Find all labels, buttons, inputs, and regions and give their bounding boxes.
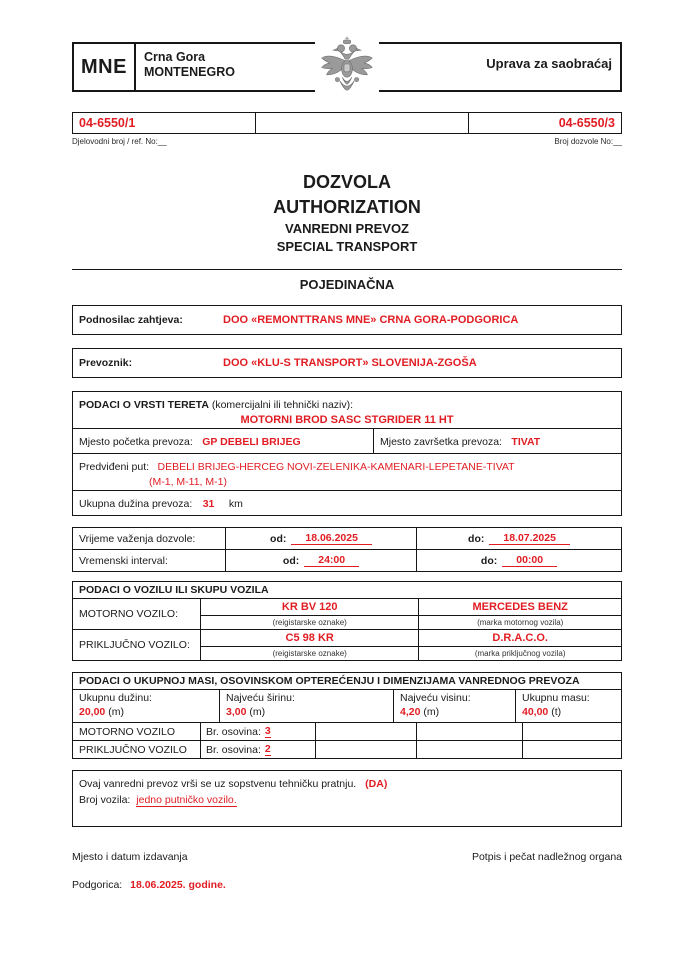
country-name-native: Crna Gora	[144, 50, 206, 64]
empty-cell	[316, 723, 417, 740]
total-mass-unit: (t)	[551, 706, 562, 718]
reference-number-row	[72, 112, 622, 134]
from-label: od:	[270, 532, 287, 545]
permit-number-label: Broj dozvole No:__	[554, 137, 622, 146]
title-block	[72, 170, 622, 256]
planned-route-value: DEBELI BRIJEG-HERCEG NOVI-ZELENIKA-KAMENARI-LEPETANE-TIVAT	[157, 461, 515, 473]
route-end-cell	[374, 429, 621, 453]
validity-to-date: 18.07.2025	[489, 532, 570, 545]
issue-place: Podgorica:	[72, 879, 123, 891]
motor-vehicle-brand: MERCEDES BENZ	[419, 599, 621, 616]
registration-caption: (reigistarske oznake)	[272, 618, 347, 627]
document-header	[72, 42, 622, 92]
interval-to-time: 00:00	[502, 554, 557, 567]
mass-dimensions-section	[72, 672, 622, 759]
route-end-value: TIVAT	[511, 436, 541, 448]
validity-from-cell	[226, 528, 417, 549]
interval-from-cell	[226, 550, 417, 571]
axle-count-label: Br. osovina:	[206, 743, 261, 756]
cargo-title-row	[73, 392, 621, 429]
total-length-value: 20,00	[79, 706, 106, 718]
route-end-label: Mjesto završetka prevoza:	[380, 436, 502, 448]
cargo-section-title-note: (komercijalni ili tehnički naziv):	[208, 399, 354, 411]
max-width-label: Najveću širinu:	[226, 692, 295, 704]
trailer-vehicle-brand: D.R.A.C.O.	[419, 630, 621, 647]
time-interval-label: Vremenski interval:	[73, 550, 226, 571]
authority-name: Uprava za saobraćaj	[486, 56, 612, 71]
motor-vehicle-cells	[201, 599, 621, 629]
title-dozvola: DOZVOLA	[303, 172, 391, 192]
country-name-english: MONTENEGRO	[144, 65, 235, 79]
title-authorization: AUTHORIZATION	[273, 197, 421, 217]
planned-route-label: Predviđeni put:	[79, 461, 150, 473]
mass-section-title: PODACI O UKUPNOJ MASI, OSOVINSKOM OPTEREĆENJU I DIMENZIJAMA VANREDNOG PREVOZA	[73, 673, 621, 690]
escort-answer: (DA)	[365, 778, 388, 790]
coat-of-arms-icon	[315, 34, 379, 100]
trailer-vehicle-make	[419, 630, 621, 660]
max-width-unit: (m)	[249, 706, 266, 718]
transport-length-label: Ukupna dužina prevoza:	[79, 498, 193, 510]
dimensions-row	[73, 690, 621, 723]
motor-vehicle-make	[419, 599, 621, 629]
planned-route-row	[73, 454, 621, 491]
to-label: do:	[468, 532, 485, 545]
vehicle-section-title: PODACI O VOZILU ILI SKUPU VOZILA	[73, 582, 621, 599]
interval-from-time: 24:00	[304, 554, 359, 567]
time-interval-row	[73, 549, 621, 571]
vehicle-section	[72, 581, 622, 661]
reference-labels	[72, 137, 622, 146]
cargo-route-endpoints-row	[73, 429, 621, 454]
total-mass-value: 40,00	[522, 706, 549, 718]
validity-period-row	[73, 528, 621, 549]
escort-vehicles-value: jedno putničko vozilo.	[136, 794, 237, 806]
permit-type: POJEDINAČNA	[299, 277, 395, 292]
max-width-cell	[219, 690, 393, 722]
trailer-vehicle-axle-count: 2	[264, 743, 271, 755]
ref-number-label: Djelovodni broj / ref. No:__	[72, 137, 167, 146]
cargo-section	[72, 391, 622, 516]
empty-cell	[523, 723, 621, 740]
transport-length-row	[73, 491, 621, 515]
motor-vehicle-axles-cell	[201, 723, 316, 740]
make-caption: (marka priključnog vozila)	[474, 649, 566, 658]
escort-statement: Ovaj vanredni prevoz vrši se uz sopstvenu tehničku pratnju.	[79, 778, 357, 790]
trailer-vehicle-registration	[201, 630, 419, 660]
motor-vehicle-axles-row	[73, 723, 621, 740]
planned-route-roads: (M-1, M-11, M-1)	[149, 476, 227, 488]
issue-place-date-label: Mjesto i datum izdavanja	[72, 851, 188, 863]
signature-stamp-label: Potpis i pečat nadležnog organa	[471, 851, 622, 863]
applicant-value: DOO «REMONTTRANS MNE» CRNA GORA-PODGORICA	[223, 314, 519, 326]
permit-number: 04-6550/3	[558, 116, 615, 130]
axle-count-label: Br. osovina:	[206, 725, 261, 738]
empty-cell	[417, 741, 523, 758]
route-start-label: Mjesto početka prevoza:	[79, 436, 193, 448]
empty-cell	[256, 113, 469, 133]
escort-vehicles-label: Broj vozila:	[79, 794, 131, 806]
trailer-vehicle-axles-cell	[201, 741, 316, 758]
motor-vehicle-label: MOTORNO VOZILO:	[73, 599, 201, 629]
trailer-vehicle-plate: C5 98 KR	[201, 630, 418, 647]
title-vanredni-prevoz: VANREDNI PREVOZ	[285, 221, 409, 236]
route-start-cell	[73, 429, 374, 453]
max-height-label: Najveću visinu:	[400, 692, 471, 704]
empty-cell	[316, 741, 417, 758]
carrier-value: DOO «KLU-S TRANSPORT» SLOVENIJA-ZGOŠA	[223, 357, 477, 369]
ref-number: 04-6550/1	[79, 116, 136, 130]
applicant-box	[72, 305, 622, 335]
validity-to-cell	[417, 528, 621, 549]
max-height-cell	[393, 690, 515, 722]
motor-vehicle-axles-label: MOTORNO VOZILO	[73, 723, 201, 740]
empty-cell	[417, 723, 523, 740]
total-mass-cell	[515, 690, 621, 722]
interval-to-cell	[417, 550, 621, 571]
carrier-label: Prevoznik:	[79, 357, 133, 369]
footer-labels	[72, 851, 622, 863]
validity-table	[72, 527, 622, 572]
validity-from-date: 18.06.2025	[291, 532, 372, 545]
ref-number-cell	[73, 113, 256, 133]
cargo-name: MOTORNI BROD SASC STGRIDER 11 HT	[240, 414, 454, 426]
trailer-vehicle-row	[73, 629, 621, 660]
issue-date: 18.06.2025. godine.	[130, 879, 226, 891]
max-height-value: 4,20	[400, 706, 421, 718]
motor-vehicle-axle-count: 3	[264, 725, 271, 737]
make-caption: (marka motornog vozila)	[477, 618, 564, 627]
trailer-vehicle-cells	[201, 630, 621, 660]
issue-date-line	[72, 879, 622, 891]
applicant-label: Podnosilac zahtjeva:	[79, 314, 183, 326]
escort-section	[72, 770, 622, 827]
max-width-value: 3,00	[226, 706, 247, 718]
transport-length-value: 31	[202, 498, 215, 510]
trailer-vehicle-label: PRIKLJUČNO VOZILO:	[73, 630, 201, 660]
title-special-transport: SPECIAL TRANSPORT	[276, 239, 418, 254]
country-name	[136, 44, 235, 90]
trailer-vehicle-axles-label: PRIKLJUČNO VOZILO	[73, 741, 201, 758]
route-start-value: GP DEBELI BRIJEG	[202, 436, 301, 448]
horizontal-rule	[72, 269, 622, 270]
from-label: od:	[282, 554, 300, 567]
cargo-section-title: PODACI O VRSTI TERETA	[79, 399, 209, 411]
validity-period-label: Vrijeme važenja dozvole:	[73, 528, 226, 549]
permit-number-cell	[469, 113, 621, 133]
country-code: MNE	[74, 44, 136, 90]
max-height-unit: (m)	[423, 706, 440, 718]
total-length-cell	[73, 690, 219, 722]
montenegro-eagle-icon	[317, 35, 377, 99]
empty-cell	[523, 741, 621, 758]
motor-vehicle-plate: KR BV 120	[201, 599, 418, 616]
total-length-label: Ukupnu dužinu:	[79, 692, 152, 704]
total-mass-label: Ukupnu masu:	[522, 692, 590, 704]
motor-vehicle-row	[73, 599, 621, 629]
trailer-vehicle-axles-row	[73, 740, 621, 758]
to-label: do:	[480, 554, 498, 567]
registration-caption: (reigistarske oznake)	[272, 649, 347, 658]
transport-length-unit: km	[228, 498, 243, 510]
carrier-box	[72, 348, 622, 378]
total-length-unit: (m)	[108, 706, 124, 718]
motor-vehicle-registration	[201, 599, 419, 629]
